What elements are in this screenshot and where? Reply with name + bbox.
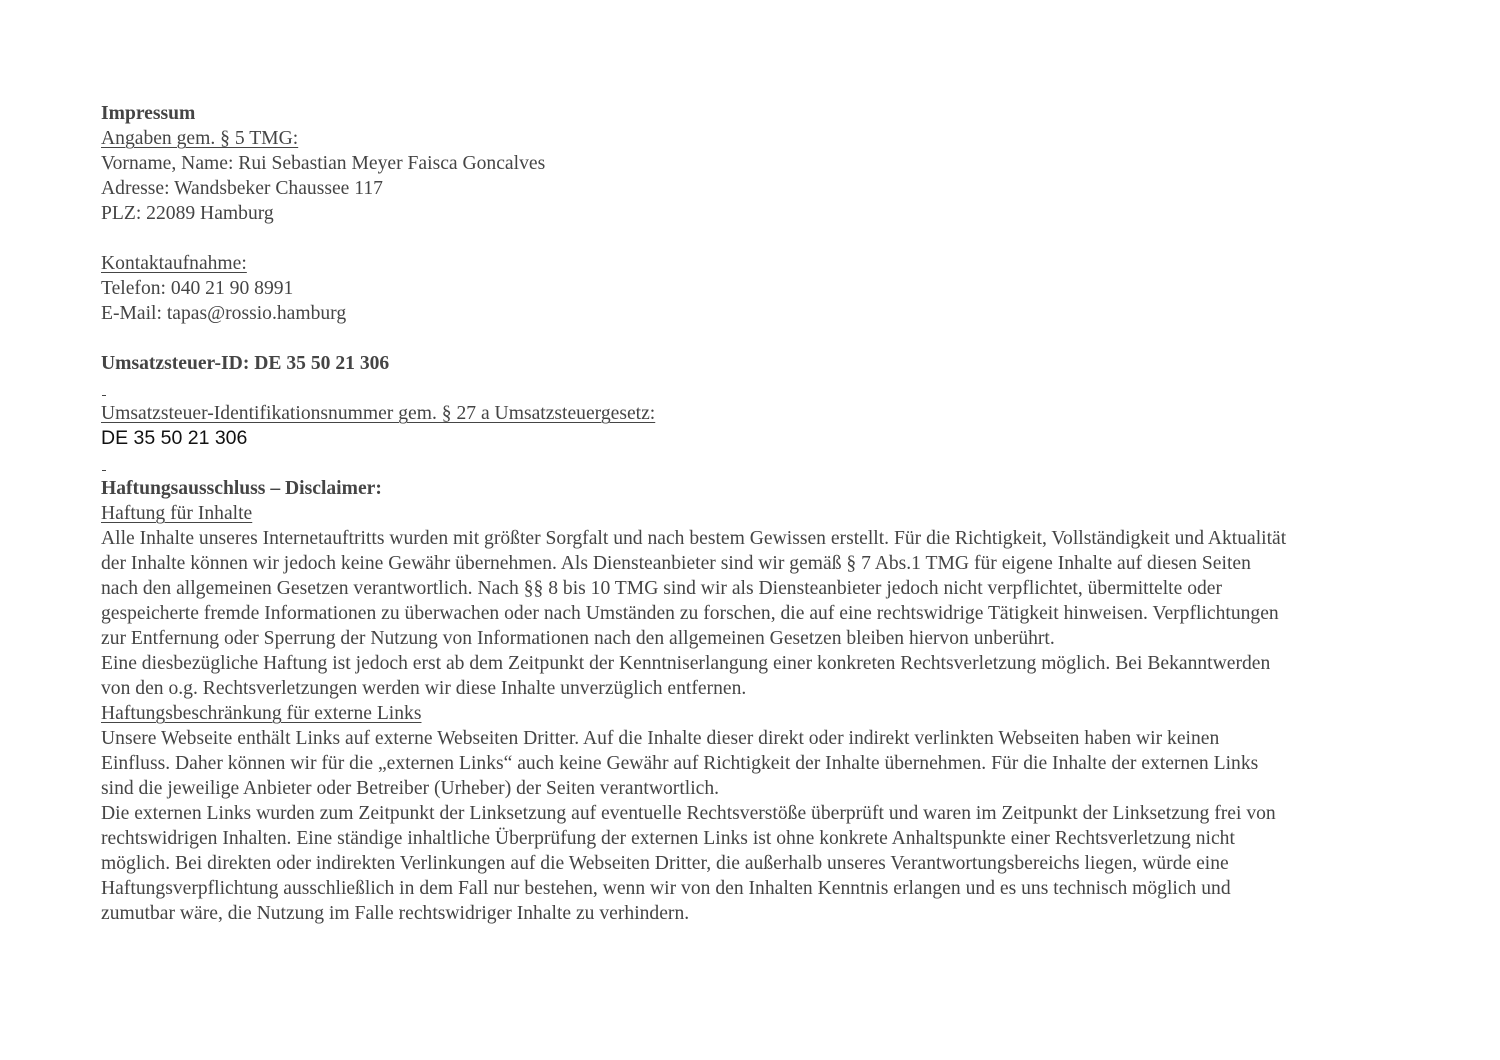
- spacer: [101, 226, 1411, 251]
- links-liability-heading: Haftungsbeschränkung für externe Links: [101, 703, 422, 724]
- vat-number-value: DE 35 50 21 306: [101, 427, 248, 449]
- tmg-section-heading: Angaben gem. § 5 TMG:: [101, 128, 299, 149]
- spacer: [101, 326, 1411, 351]
- name-line: Vorname, Name: Rui Sebastian Meyer Faisca Goncalves: [101, 153, 546, 174]
- document-title: Impressum: [101, 103, 196, 124]
- phone-line: Telefon: 040 21 90 8991: [101, 278, 294, 299]
- content-liability-line: nach den allgemeinen Gesetzen verantwortlich. Nach §§ 8 bis 10 TMG sind wir als Diensteanbieter jedoch nicht verpflichtet, übermittelte oder: [101, 578, 1223, 599]
- content-liability-line: der Inhalte können wir jedoch keine Gewähr übernehmen. Als Diensteanbieter sind wir gemäß § 7 Abs.1 TMG für eigene Inhalte auf diesen Seiten: [101, 553, 1251, 574]
- content-liability-line: von den o.g. Rechtsverletzungen werden wir diese Inhalte unverzüglich entfernen.: [101, 678, 747, 699]
- content-liability-line: Eine diesbezügliche Haftung ist jedoch erst ab dem Zeitpunkt der Kenntniserlangung einer konkreten Rechtsverletzung möglich. Bei Bekanntwerden: [101, 653, 1271, 674]
- disclaimer-heading: Haftungsausschluss – Disclaimer:: [101, 478, 382, 499]
- zip-line: PLZ: 22089 Hamburg: [101, 203, 274, 224]
- vat-section-heading: Umsatzsteuer-Identifikationsnummer gem. § 27 a Umsatzsteuergesetz:: [101, 403, 656, 424]
- content-liability-line: Alle Inhalte unseres Internetauftritts wurden mit größter Sorgfalt und nach bestem Gewissen erstellt. Für die Richtigkeit, Vollständigkeit und Aktualität: [101, 528, 1287, 549]
- impressum-document: [101, 101, 1411, 926]
- links-liability-line: Einfluss. Daher können wir für die „externen Links“ auch keine Gewähr auf Richtigkeit der Inhalte übernehmen. Für die Inhalte der externen Links: [101, 753, 1259, 774]
- address-line: Adresse: Wandsbeker Chaussee 117: [101, 178, 383, 199]
- contact-section-heading: Kontaktaufnahme:: [101, 253, 247, 274]
- links-liability-line: Unsere Webseite enthält Links auf externe Webseiten Dritter. Auf die Inhalte dieser direkt oder indirekt verlinkten Webseiten haben wir keinen: [101, 728, 1220, 749]
- links-liability-line: sind die jeweilige Anbieter oder Betreiber (Urheber) der Seiten verantwortlich.: [101, 778, 720, 799]
- links-liability-line: rechtswidrigen Inhalten. Eine ständige inhaltliche Überprüfung der externen Links ist ohne konkrete Anhaltspunkte einer Rechtsverletzung nicht: [101, 828, 1235, 849]
- links-liability-line: Die externen Links wurden zum Zeitpunkt der Linksetzung auf eventuelle Rechtsverstöße überprüft und waren im Zeitpunkt der Linksetzung frei von: [101, 803, 1276, 824]
- content-liability-line: gespeicherte fremde Informationen zu überwachen oder nach Umständen zu forschen, die auf eine rechtswidrige Tätigkeit hinweisen. Verpflichtungen: [101, 603, 1279, 624]
- underline-stub: [101, 451, 1411, 476]
- content-liability-heading: Haftung für Inhalte: [101, 503, 253, 524]
- vat-id-heading: Umsatzsteuer-ID: DE 35 50 21 306: [101, 353, 390, 374]
- underline-stub: [101, 376, 1411, 401]
- links-liability-line: möglich. Bei direkten oder indirekten Verlinkungen auf die Webseiten Dritter, die außerhalb unseres Verantwortungsbereichs liegen, würde eine: [101, 853, 1229, 874]
- links-liability-line: zumutbar wäre, die Nutzung im Falle rechtswidriger Inhalte zu verhindern.: [101, 903, 690, 924]
- content-liability-line: zur Entfernung oder Sperrung der Nutzung von Informationen nach den allgemeinen Gesetzen bleiben hiervon unberührt.: [101, 628, 1055, 649]
- email-line[interactable]: E-Mail: tapas@rossio.hamburg: [101, 303, 347, 324]
- links-liability-line: Haftungsverpflichtung ausschließlich in dem Fall nur bestehen, wenn wir von den Inhalten Kenntnis erlangen und es uns technisch möglich und: [101, 878, 1231, 899]
